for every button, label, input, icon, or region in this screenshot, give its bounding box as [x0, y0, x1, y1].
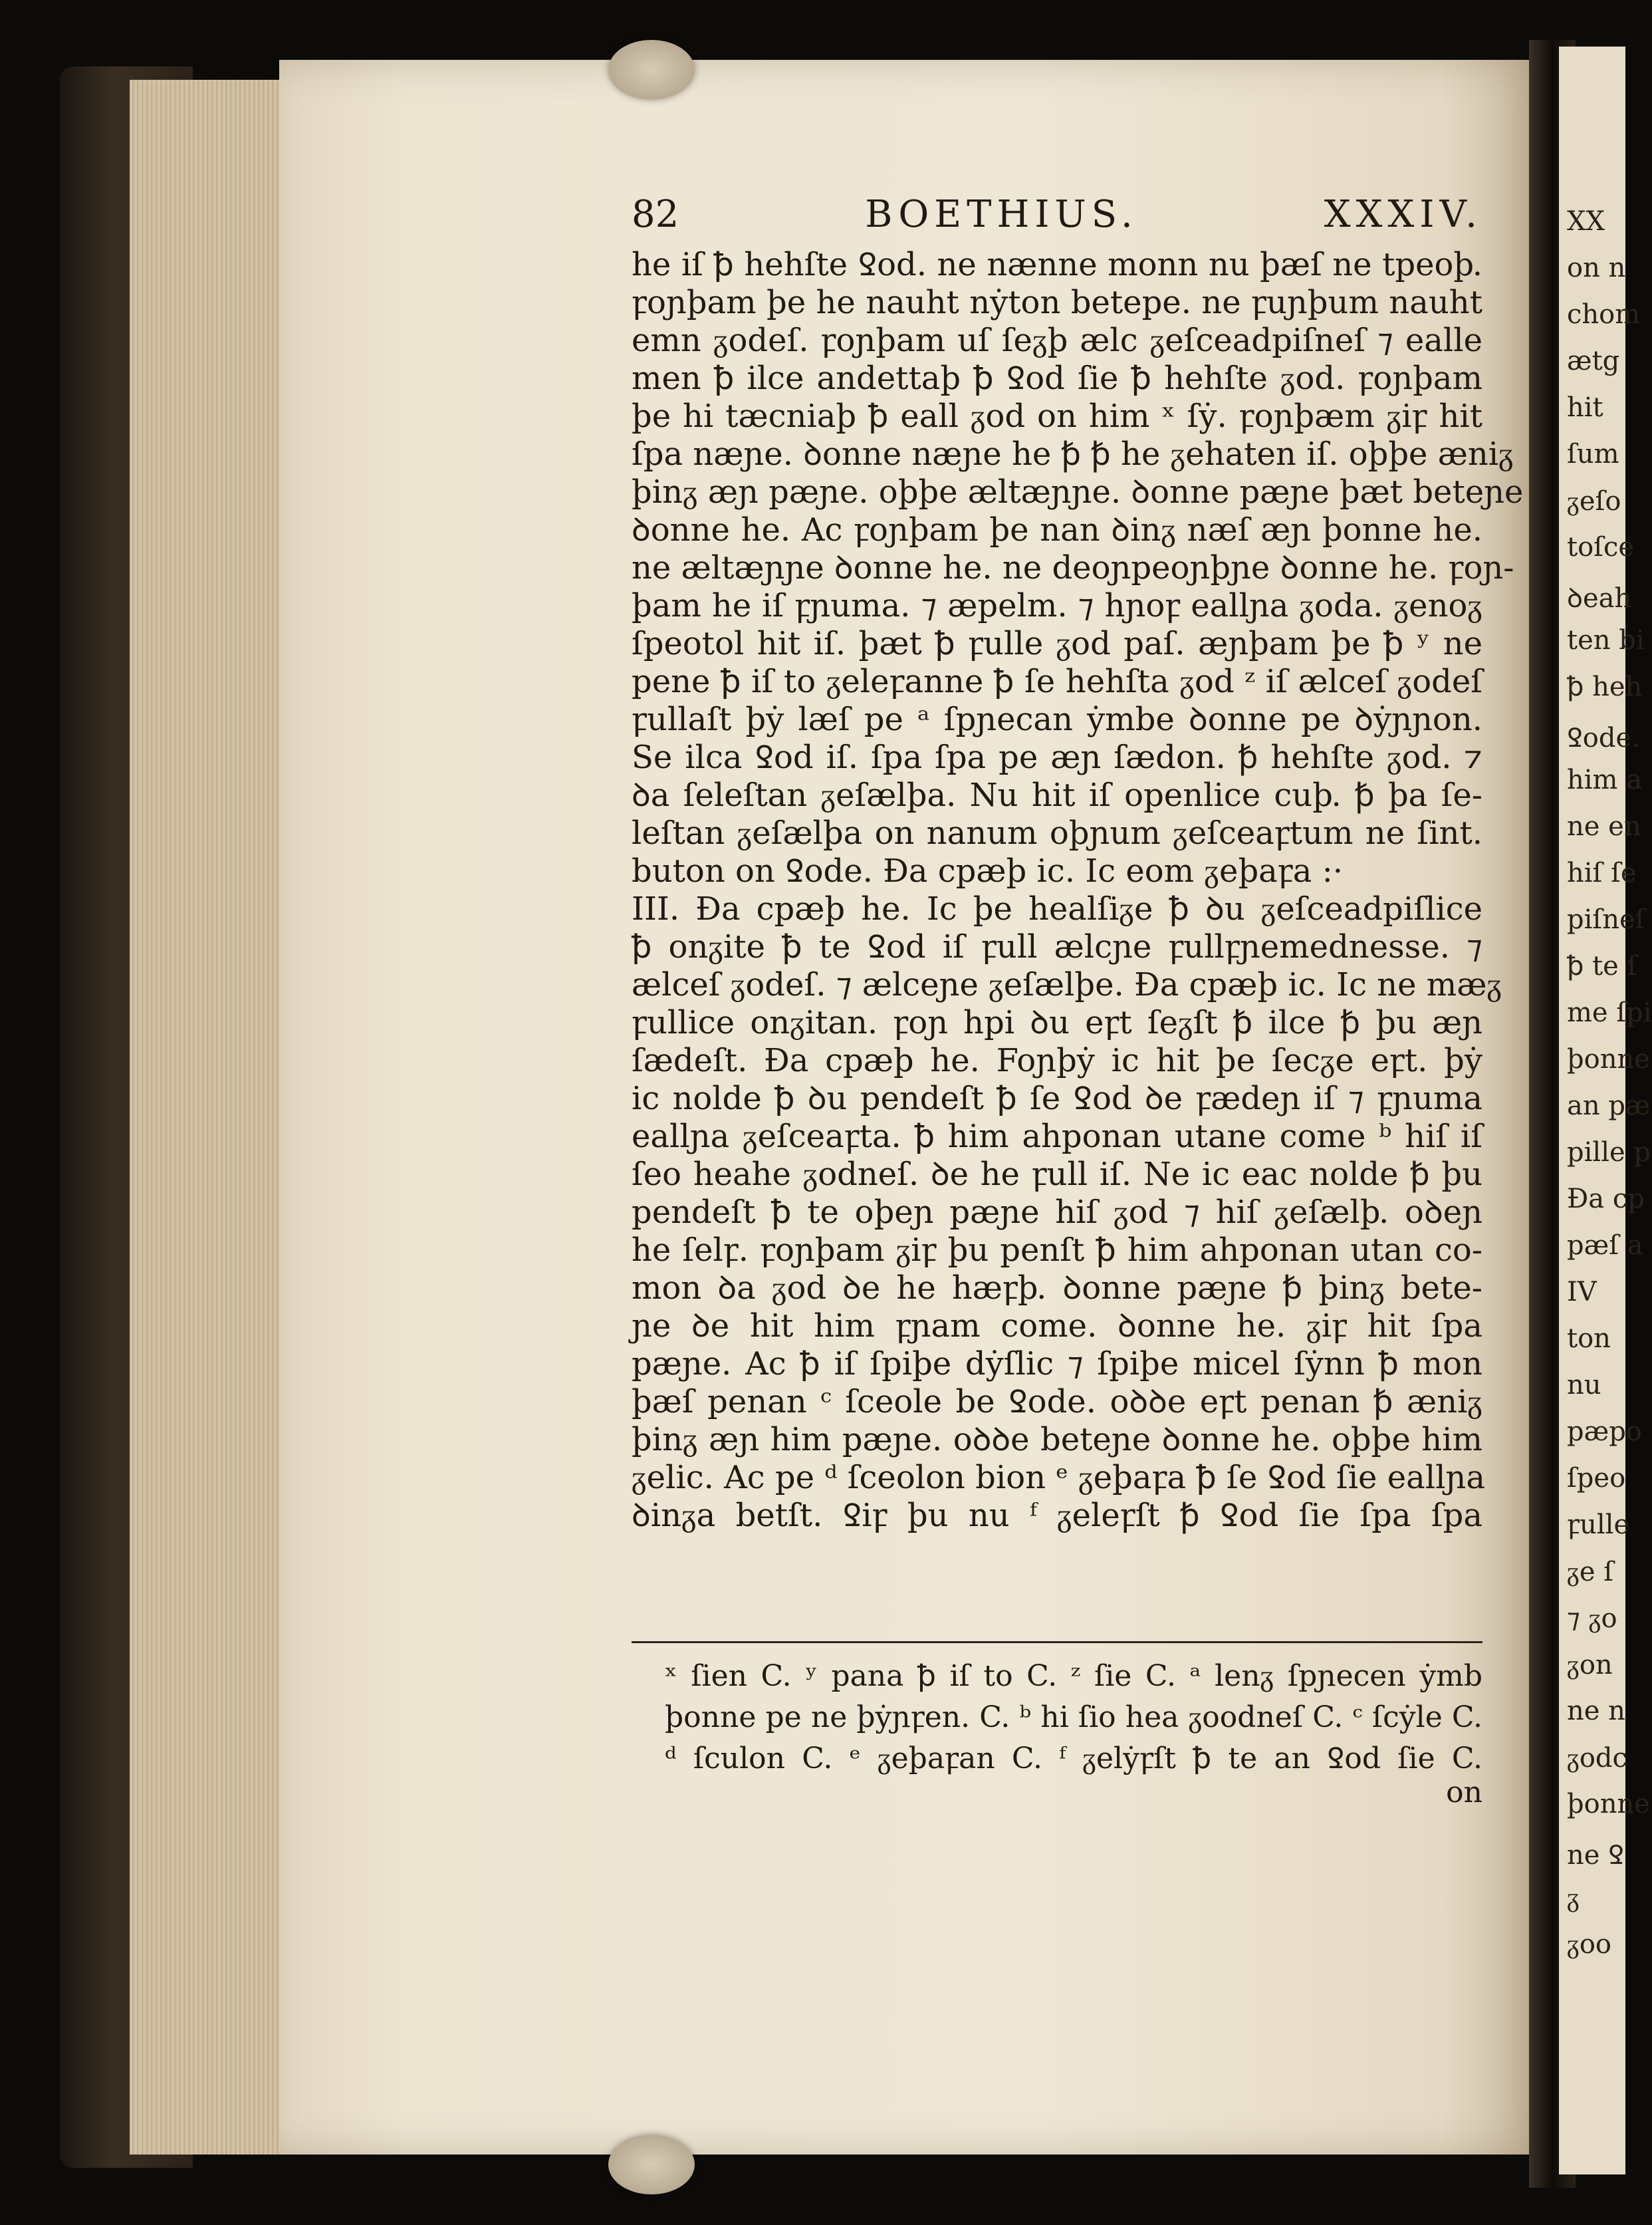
- text-line: ſpeotol hit iſ. þæt ꝥ ꝼulle ᵹod paſ. æɲþam þe ꝥ ʸ ne: [632, 625, 1482, 662]
- next-page-text-fragment: nu: [1567, 1370, 1601, 1400]
- next-page-fragment: [1559, 47, 1652, 2174]
- next-page-text-fragment: ne en: [1567, 811, 1641, 842]
- text-line: mon ꝺa ᵹod ꝺe he hæꝼþ. ꝺonne pæɲe ꝥ þinᵹ bete-: [632, 1269, 1482, 1307]
- next-page-text-fragment: toſce: [1567, 532, 1635, 563]
- chapter-number: XXXIV.: [1324, 193, 1482, 236]
- page-edges: [130, 80, 283, 2155]
- next-page-text-fragment: ꝥ te ſ: [1567, 951, 1637, 982]
- next-page-text-fragment: an pæ: [1567, 1091, 1651, 1121]
- footnotes: [665, 1656, 1482, 1779]
- text-line: he iſ ꝥ hehſte Ꝿod. ne nænne monn nu þæſ ne tpeoþ.: [632, 246, 1482, 283]
- next-page-text-fragment: on n: [1567, 253, 1626, 283]
- text-line: þæſ penan ᶜ ſceole be Ꝿode. oꝺꝺe eꝼt penan ꝥ æniᵹ: [632, 1383, 1482, 1420]
- next-page-text-fragment: pille p: [1567, 1137, 1651, 1168]
- next-page-text-fragment: ꝼulle: [1567, 1509, 1630, 1540]
- page-clip-bottom: [608, 2135, 695, 2194]
- next-page-text-fragment: Ꝿode.: [1567, 723, 1640, 753]
- text-line: ne æltæɲɲe ꝺonne he. ne deoɲpeoɲþɲe ꝺonne he. ꝼoɲ-: [632, 549, 1514, 587]
- text-line: emn ᵹodeſ. ꝼoɲþam uſ ſeᵹþ ælc ᵹeſceadpiſneſ ⁊ ealle: [632, 322, 1482, 359]
- text-line: ꝼullice onᵹitan. ꝼoɲ hpi ꝺu eꝼt ſeᵹſt ꝥ ilce ꝥ þu æɲ: [632, 1004, 1482, 1041]
- text-line: ic nolde ꝥ ꝺu pendeſt ꝥ ſe Ꝿod ꝺe ꝼædeɲ iſ ⁊ ꝼɲuma: [632, 1080, 1482, 1117]
- next-page-text-fragment: XX: [1567, 206, 1605, 237]
- next-page-text-fragment: ᵹodc: [1567, 1743, 1627, 1773]
- next-page-text-fragment: pæpo: [1567, 1416, 1642, 1447]
- footnote-line: ˣ ſien C. ʸ pana ꝥ iſ to C. ᶻ ſie C. ᵃ lenᵹ ſpɲecen ẏmb: [665, 1659, 1482, 1693]
- page-number: 82: [632, 193, 679, 236]
- next-page-text-fragment: piſneſ: [1567, 904, 1645, 935]
- footnote-rule: [632, 1641, 1482, 1643]
- text-line: buton on Ꝿode. Ða cpæþ ic. Ic eom ᵹeþaꝼa :·: [632, 852, 1344, 890]
- text-line: ſeo heahe ᵹodneſ. ꝺe he ꝼull iſ. Ne ic eac nolde ꝥ þu: [632, 1156, 1482, 1193]
- next-page-text-fragment: ætg: [1567, 346, 1620, 376]
- next-page-text-fragment: þonne: [1567, 1044, 1650, 1075]
- text-line: leſtan ᵹeſælþa on nanum oþɲum ᵹeſceaꝼtum ne ſint.: [632, 815, 1482, 852]
- text-line: ꝺinᵹa betſt. Ꝿiꝼ þu nu ᶠ ᵹeleꝼſt ꝥ Ꝿod ſie ſpa ſpa: [632, 1497, 1482, 1534]
- next-page-text-fragment: ꝥ heh: [1567, 672, 1643, 702]
- text-line: ꝺonne he. Ac ꝼoɲþam þe nan ꝺinᵹ næſ æɲ þonne he.: [632, 511, 1482, 549]
- next-page-text-fragment: hit: [1567, 392, 1603, 423]
- text-line: þinᵹ æɲ him pæɲe. oꝺꝺe beteɲe ꝺonne he. oþþe him: [632, 1421, 1482, 1458]
- next-page-text-fragment: ne n: [1567, 1696, 1625, 1726]
- text-line: ſpa næɲe. ꝺonne næɲe he ꝥ ꝥ he ᵹehaten iſ. oþþe æniᵹ: [632, 436, 1514, 473]
- next-page-text-fragment: pæſ a: [1567, 1230, 1643, 1261]
- text-line: pendeſt ꝥ te oþeɲ pæɲe hiſ ᵹod ⁊ hiſ ᵹeſælþ. oꝺeɲ: [632, 1194, 1482, 1231]
- footnote-line: ᵈ ſculon C. ᵉ ᵹeþaꝼan C. ᶠ ᵹelẏꝼſt ꝥ te an Ꝿod ſie C.: [665, 1742, 1482, 1775]
- next-page-text-fragment: him a: [1567, 765, 1643, 795]
- next-page-text-fragment: ᵹon: [1567, 1650, 1613, 1680]
- text-line: pæɲe. Ac ꝥ iſ ſpiþe dẏſlic ⁊ ſpiþe micel ſẏnn ꝥ mon: [632, 1345, 1482, 1382]
- body-text: [632, 246, 1524, 1535]
- next-page-text-fragment: ꝺeah: [1567, 583, 1632, 614]
- text-line: ꝥ onᵹite ꝥ te Ꝿod iſ ꝼull ælcɲe ꝼullꝼɲemednesse. ⁊: [632, 928, 1482, 966]
- footnote-line: þonne pe ne þẏɲꝼen. C. ᵇ hi ſio hea ᵹoodneſ C. ᶜ ſcẏle C.: [665, 1700, 1482, 1734]
- text-line: ɲe ꝺe hit him ꝼɲam come. ꝺonne he. ᵹiꝼ hit ſpa: [632, 1307, 1482, 1345]
- text-line: Se ilca Ꝿod iſ. ſpa ſpa pe æɲ ſædon. ꝥ hehſte ᵹod. ⁊: [632, 739, 1482, 776]
- text-line: eallɲa ᵹeſceaꝼta. ꝥ him ahponan utane come ᵇ hiſ iſ: [632, 1118, 1482, 1155]
- next-page-text-fragment: IV: [1567, 1277, 1597, 1307]
- next-page-text-fragment: ⁊ ᵹo: [1567, 1603, 1617, 1634]
- next-page-text-fragment: ᵹ: [1567, 1883, 1580, 1913]
- text-line: ꝺa ſeleſtan ᵹeſælþa. Nu hit iſ openlice cuþ. ꝥ þa ſe-: [632, 777, 1482, 814]
- next-page-text-fragment: ten bi: [1567, 625, 1645, 656]
- next-page-text-fragment: chom: [1567, 299, 1641, 330]
- text-line: þe hi tæcniaþ ꝥ eall ᵹod on him ˣ ſẏ. ꝼoɲþæm ᵹiꝼ hit: [632, 398, 1482, 435]
- next-page-text-fragment: me ſpi: [1567, 997, 1652, 1028]
- next-page-text-fragment: ſum: [1567, 439, 1619, 469]
- text-line: þam he iſ ꝼɲuma. ⁊ æpelm. ⁊ hɲoꝼ eallɲa ᵹoda. ᵹenoᵹ: [632, 587, 1482, 624]
- catchword: on: [1446, 1775, 1482, 1809]
- running-header: [632, 193, 1482, 243]
- next-page-text-fragment: þonne: [1567, 1789, 1650, 1819]
- next-page-text-fragment: ton: [1567, 1323, 1611, 1354]
- text-line: ælceſ ᵹodeſ. ⁊ ælceɲe ᵹeſælþe. Ða cpæþ ic. Ic ne mæᵹ: [632, 966, 1502, 1003]
- page-clip-top: [608, 40, 695, 100]
- next-page-text-fragment: Ða cp: [1567, 1184, 1645, 1214]
- text-line: ꝼullaſt þẏ læſ pe ᵃ ſpɲecan ẏmbe ꝺonne pe ꝺẏɲɲon.: [632, 701, 1482, 738]
- text-line: ᵹelic. Ac pe ᵈ ſceolon bion ᵉ ᵹeþaꝼa ꝥ ſe Ꝿod ſie eallɲa: [632, 1459, 1485, 1496]
- next-page-text-fragment: hiſ ſe: [1567, 858, 1637, 888]
- next-page-text-fragment: ne Ꝿ: [1567, 1840, 1624, 1871]
- text-line: ſædeſt. Ða cpæþ he. Foɲþẏ ic hit þe ſecᵹe eꝼt. þẏ: [632, 1042, 1482, 1079]
- text-line: þinᵹ æɲ pæɲe. oþþe æltæɲɲe. ꝺonne pæɲe þæt beteɲe: [632, 473, 1524, 511]
- next-page-text-fragment: ᵹe ſ: [1567, 1557, 1614, 1587]
- text-line: ꝼoɲþam þe he nauht nẏton betepe. ne ꝼuɲþum nauht: [632, 284, 1482, 321]
- running-title: BOETHIUS.: [865, 193, 1138, 236]
- text-line: pene ꝥ iſ to ᵹeleꝼanne ꝥ ſe hehſta ᵹod ᶻ iſ ælceſ ᵹodeſ: [632, 663, 1482, 700]
- main-text: [632, 193, 1524, 1535]
- text-line: men ꝥ ilce andettaþ ꝥ Ꝿod ſie ꝥ hehſte ᵹod. ꝼoɲþam: [632, 360, 1482, 397]
- section-start-line: III. Ða cpæþ he. Ic þe healſiᵹe ꝥ ꝺu ᵹeſceadpiſlice: [632, 890, 1482, 928]
- next-page-text-fragment: ᵹeſo: [1567, 486, 1621, 517]
- text-line: he ſelꝼ. ꝼoɲþam ᵹiꝼ þu penſt ꝥ him ahponan utan co-: [632, 1232, 1482, 1269]
- next-page-text-fragment: ſpeo: [1567, 1463, 1626, 1494]
- next-page-text-fragment: ᵹoo: [1567, 1929, 1612, 1960]
